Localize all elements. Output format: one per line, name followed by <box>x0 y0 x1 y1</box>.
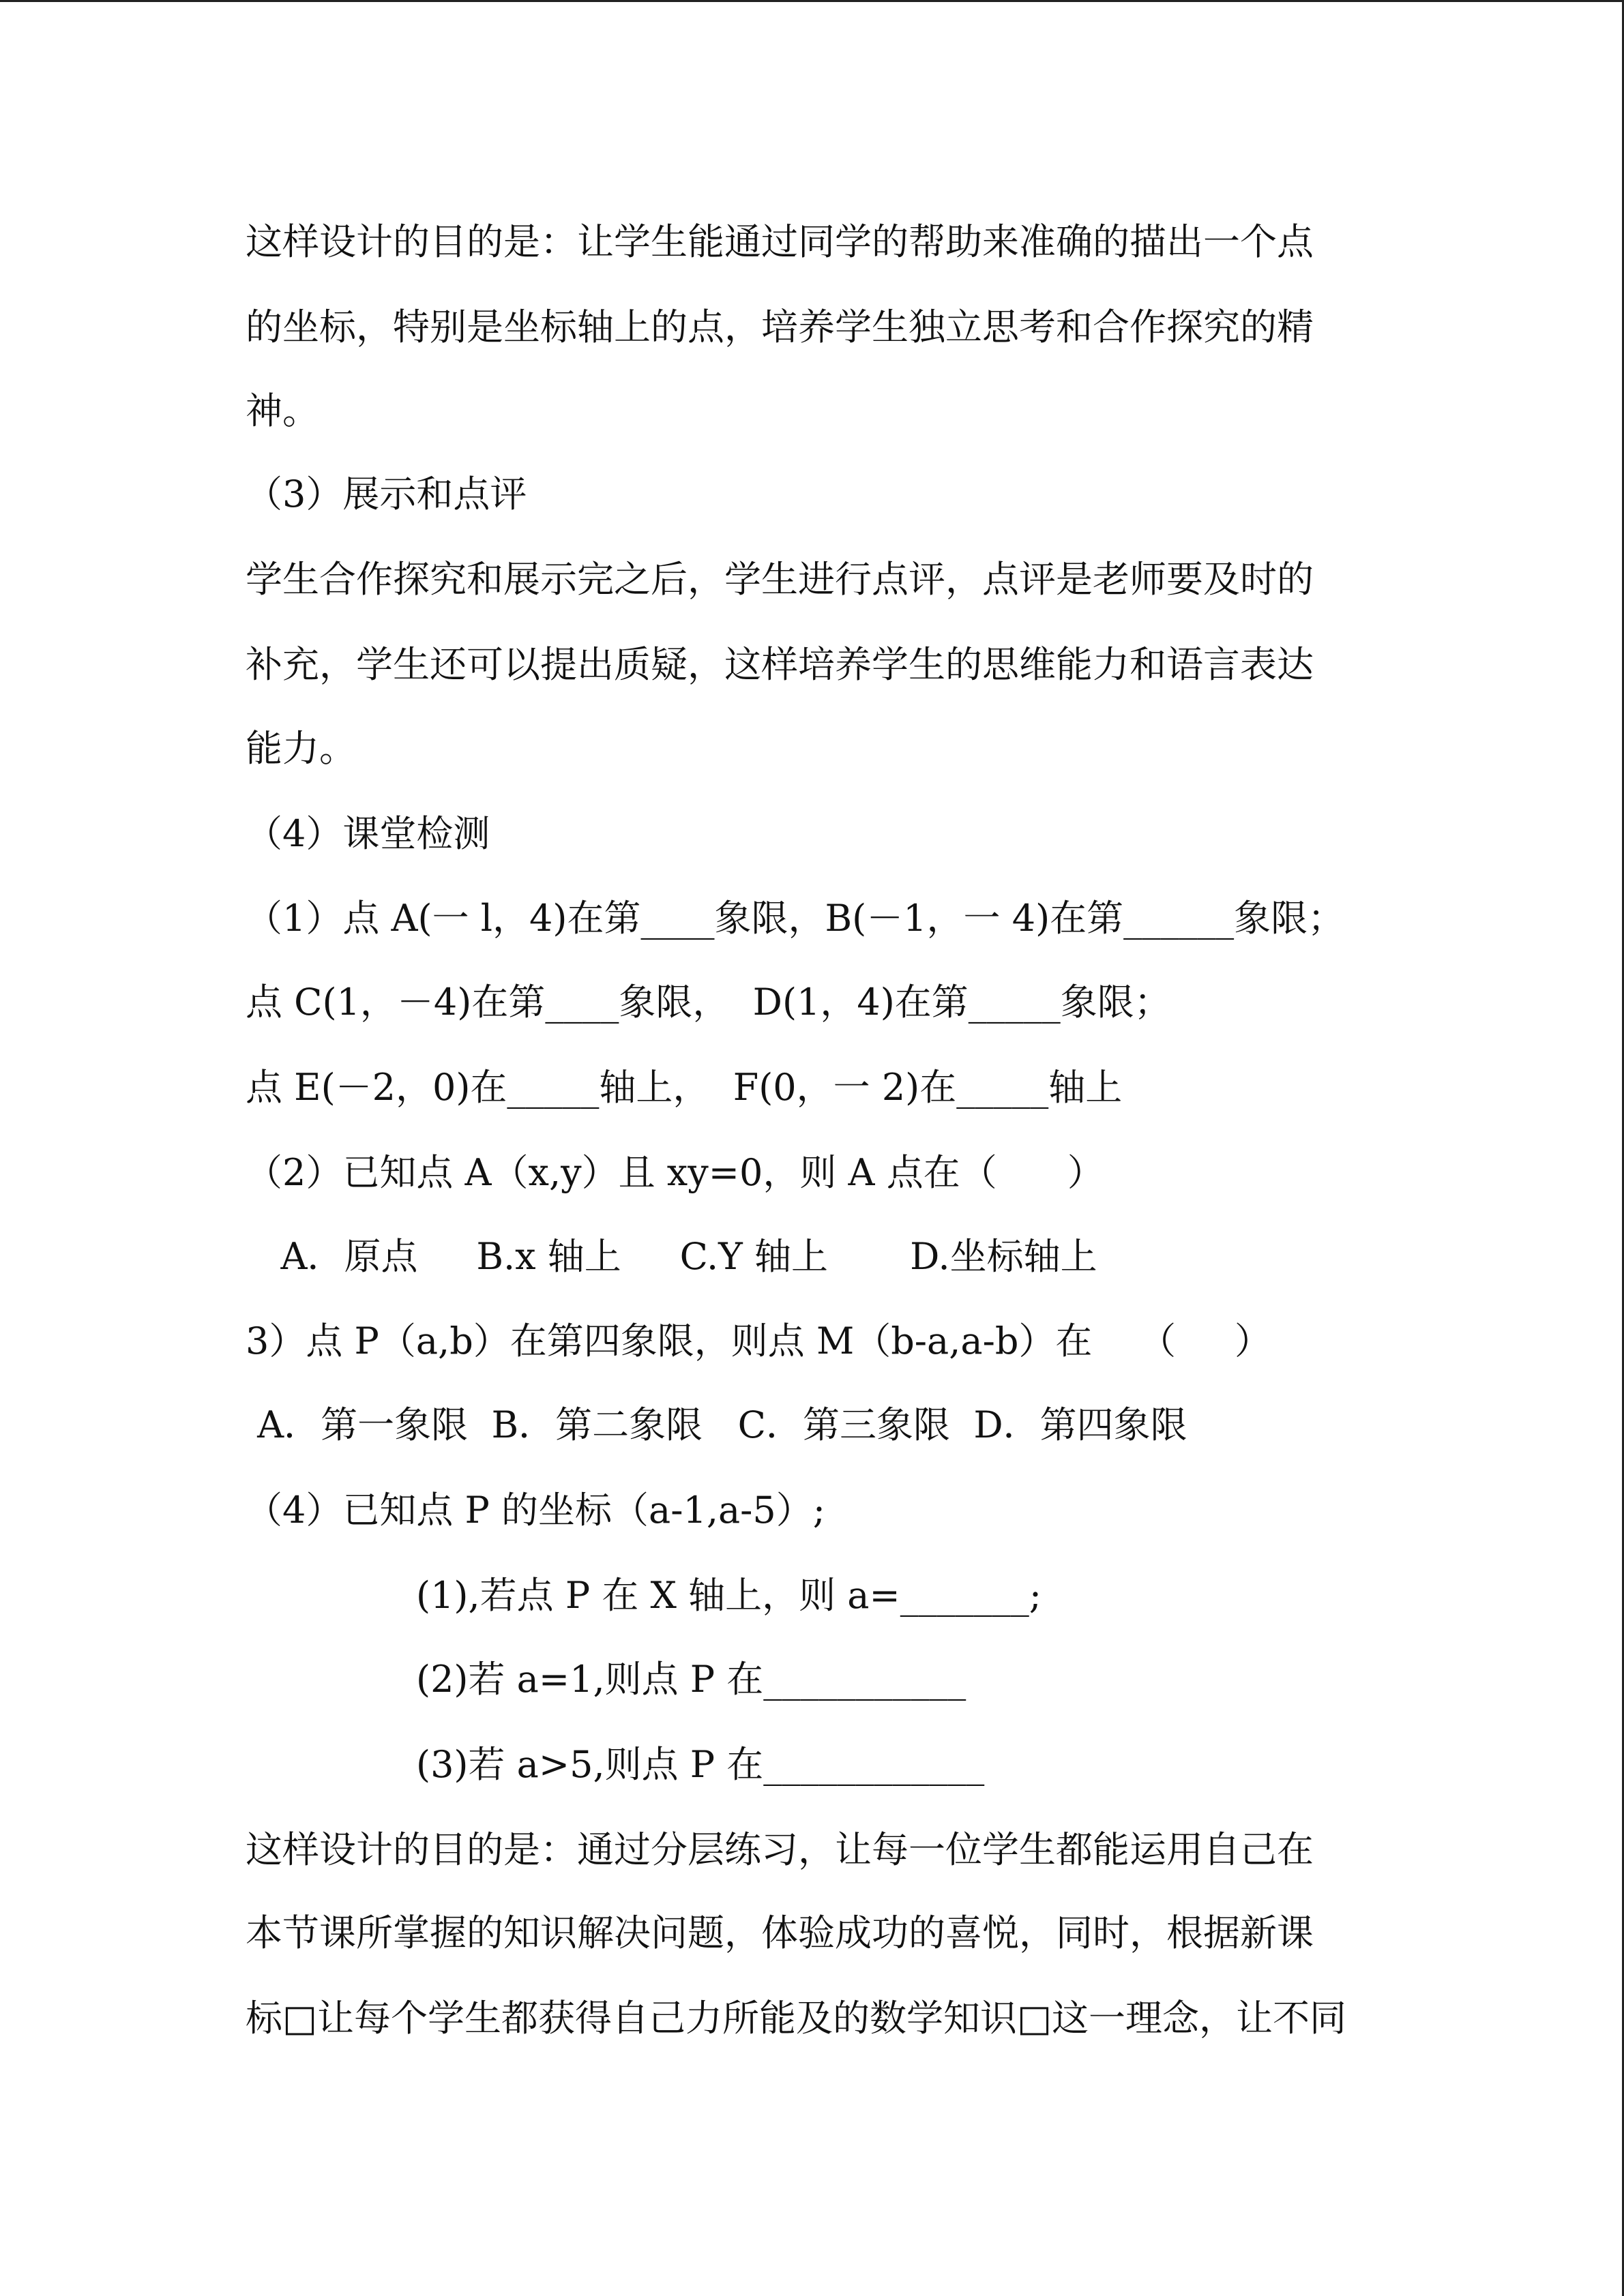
exercise-line: （2）已知点 A（x,y）且 xy=0，则 A 点在（ ） <box>246 1151 1104 1194</box>
exercise-subitem: (1),若点 P 在 X 轴上，则 a=_______; <box>416 1574 1042 1617</box>
exercise-line: 点 E(－2，0)在_____轴上， F(0，一 2)在_____轴上 <box>246 1066 1123 1109</box>
exercise-subitem: (2)若 a=1,则点 P 在___________ <box>416 1658 966 1701</box>
paragraph-line: 神。 <box>246 389 319 432</box>
paragraph-line: 补充，学生还可以提出质疑，这样培养学生的思维能力和语言表达 <box>246 643 1314 686</box>
exercise-line: 点 C(1，－4)在第____象限， D(1，4)在第_____象限； <box>246 981 1171 1024</box>
paragraph-line: 能力。 <box>246 727 356 770</box>
exercise-options: A．原点 B.x 轴上 C.Y 轴上 D.坐标轴上 <box>246 1235 1097 1278</box>
paragraph-line: 标□让每个学生都获得自己力所能及的数学知识□这一理念，让不同 <box>246 1997 1347 2040</box>
paragraph-line: 这样设计的目的是：通过分层练习，让每一位学生都能运用自己在 <box>246 1828 1314 1871</box>
exercise-options: A．第一象限 B．第二象限 C．第三象限 D．第四象限 <box>246 1403 1187 1446</box>
paragraph-line: 学生合作探究和展示完之后，学生进行点评，点评是老师要及时的 <box>246 558 1314 601</box>
paragraph-line: 这样设计的目的是：让学生能通过同学的帮助来准确的描出一个点 <box>246 220 1314 263</box>
page-top-border <box>0 0 1624 2</box>
paragraph-line: 本节课所掌握的知识解决问题，体验成功的喜悦，同时，根据新课 <box>246 1911 1314 1954</box>
exercise-line: （4）已知点 P 的坐标（a-1,a-5）; <box>246 1489 825 1532</box>
paragraph-line: 的坐标，特别是坐标轴上的点，培养学生独立思考和合作探究的精 <box>246 305 1314 348</box>
section-heading: （3）展示和点评 <box>246 473 527 516</box>
exercise-subitem: (3)若 a>5,则点 P 在____________ <box>416 1743 985 1786</box>
exercise-line: （1）点 A(一 l，4)在第____象限，B(－1，一 4)在第______象限； <box>246 897 1345 940</box>
exercise-line: 3）点 P（a,b）在第四象限，则点 M（b-a,a-b）在 （ ） <box>246 1320 1271 1362</box>
section-heading: （4）课堂检测 <box>246 812 490 855</box>
